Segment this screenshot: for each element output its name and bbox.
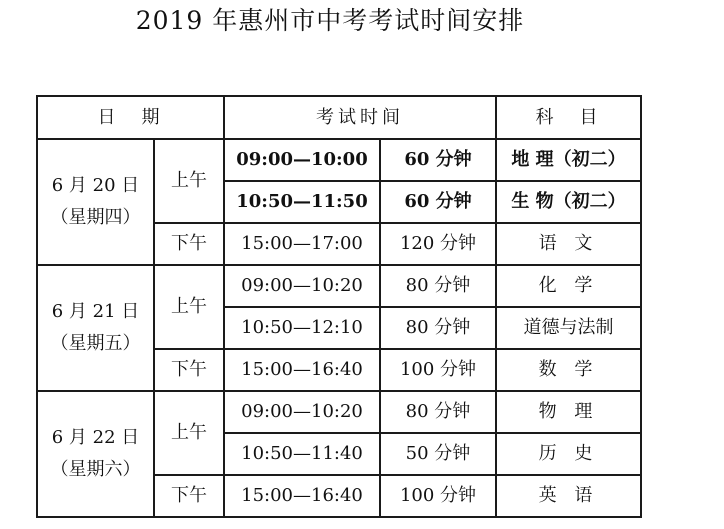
weekday-text: （星期五）	[50, 333, 141, 354]
subject-cell: 化 学	[496, 265, 641, 307]
table-row	[37, 265, 641, 307]
date-text: 6 月 22 日	[51, 427, 140, 448]
header-date: 日 期	[37, 96, 224, 139]
period-cell: 下午	[154, 349, 224, 391]
weekday-text: （星期六）	[50, 459, 141, 480]
subject-cell: 语 文	[496, 223, 641, 265]
duration-cell: 60 分钟	[380, 139, 496, 181]
subject-cell: 生 物（初二）	[496, 181, 641, 223]
header-exam-time: 考试时间	[224, 96, 496, 139]
subject-cell: 物 理	[496, 391, 641, 433]
subject-cell: 英 语	[496, 475, 641, 517]
time-cell: 10:50—11:40	[224, 433, 380, 475]
subject-cell: 数 学	[496, 349, 641, 391]
period-cell: 上午	[154, 391, 224, 475]
period-cell: 上午	[154, 265, 224, 349]
duration-cell: 60 分钟	[380, 181, 496, 223]
table-row	[37, 391, 641, 433]
document-title: 2019 年惠州市中考考试时间安排	[135, 6, 525, 35]
time-cell: 15:00—17:00	[224, 223, 380, 265]
duration-cell: 120 分钟	[380, 223, 496, 265]
header-row	[37, 96, 641, 139]
time-cell: 09:00—10:20	[224, 391, 380, 433]
duration-cell: 80 分钟	[380, 265, 496, 307]
duration-cell: 100 分钟	[380, 475, 496, 517]
subject-cell: 地 理（初二）	[496, 139, 641, 181]
duration-cell: 50 分钟	[380, 433, 496, 475]
weekday-text: （星期四）	[50, 207, 141, 228]
period-cell: 下午	[154, 223, 224, 265]
time-cell: 15:00—16:40	[224, 475, 380, 517]
table-row	[37, 139, 641, 181]
period-cell: 上午	[154, 139, 224, 223]
date-text: 6 月 20 日	[51, 175, 140, 196]
header-subject: 科 目	[496, 96, 641, 139]
exam-schedule-table	[36, 95, 642, 518]
date-cell	[37, 391, 154, 517]
time-cell: 15:00—16:40	[224, 349, 380, 391]
time-cell: 10:50—11:50	[224, 181, 380, 223]
time-cell: 09:00—10:20	[224, 265, 380, 307]
time-cell: 09:00—10:00	[224, 139, 380, 181]
duration-cell: 80 分钟	[380, 391, 496, 433]
subject-cell: 历 史	[496, 433, 641, 475]
date-cell	[37, 139, 154, 265]
date-cell	[37, 265, 154, 391]
subject-cell: 道德与法制	[496, 307, 641, 349]
duration-cell: 80 分钟	[380, 307, 496, 349]
date-text: 6 月 21 日	[51, 301, 140, 322]
period-cell: 下午	[154, 475, 224, 517]
time-cell: 10:50—12:10	[224, 307, 380, 349]
duration-cell: 100 分钟	[380, 349, 496, 391]
